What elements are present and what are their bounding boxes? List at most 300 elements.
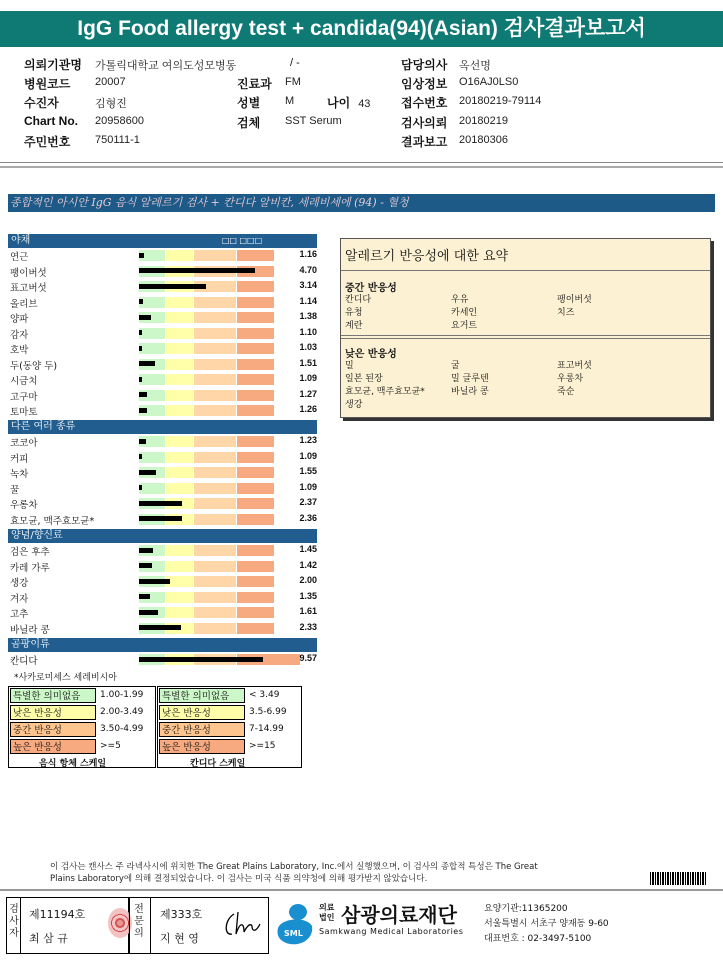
saccharomyces-note: *사카로미세스 세레비시아 bbox=[14, 673, 117, 683]
divider bbox=[341, 335, 710, 336]
scale-zones bbox=[139, 328, 275, 339]
result-value: 1.14 bbox=[299, 295, 317, 306]
food-name: 꿀 bbox=[10, 484, 20, 496]
scale-range: 2.00-3.49 bbox=[100, 707, 144, 717]
result-value: 4.70 bbox=[299, 264, 317, 275]
scale-zone bbox=[194, 436, 237, 447]
scale-range: < 3.49 bbox=[249, 690, 280, 700]
scale-zone bbox=[194, 623, 237, 634]
examiner-label: 검사자 bbox=[9, 904, 19, 939]
result-value: 1.03 bbox=[299, 342, 317, 352]
info-label: 접수번호 bbox=[401, 96, 448, 110]
info-value: FM bbox=[285, 76, 301, 88]
scale-zone bbox=[237, 483, 275, 494]
food-name: 검은 후추 bbox=[10, 547, 50, 558]
info-field bbox=[24, 114, 144, 128]
info-value: 가톨릭대학교 여의도성모병동 bbox=[95, 60, 237, 72]
info-label: 검사의뢰 bbox=[401, 116, 448, 130]
scale-zone bbox=[194, 343, 237, 354]
result-value: 1.35 bbox=[299, 590, 317, 601]
info-value: 20180219-79114 bbox=[459, 95, 542, 107]
scale-range: >=15 bbox=[249, 741, 276, 751]
result-row bbox=[8, 481, 317, 496]
info-field bbox=[401, 75, 519, 92]
lab-english-name: Samkwang Medical Laboratories bbox=[319, 927, 464, 936]
result-bar bbox=[139, 594, 150, 599]
age-label: 나이 bbox=[327, 96, 351, 110]
food-name: 올리브 bbox=[10, 298, 38, 310]
divider bbox=[0, 889, 723, 891]
divider bbox=[341, 338, 710, 339]
scale-zone bbox=[139, 374, 166, 385]
summary-item: 치즈 bbox=[557, 308, 575, 318]
scale-level-label: 높은 반응성 bbox=[10, 739, 96, 754]
scale-level-label: 중간 반응성 bbox=[10, 722, 96, 737]
food-scale-legend bbox=[8, 686, 156, 768]
scale-zones bbox=[139, 312, 275, 323]
summary-item: 우롱차 bbox=[557, 374, 584, 384]
result-bar bbox=[139, 361, 155, 366]
result-row bbox=[8, 403, 317, 418]
footnote-line: 이 검사는 캔사스 주 라넥사시에 위치한 The Great Plains Laboratory, Inc.에서 실행했으며, 이 검사의 종합적 특성은 The Great bbox=[50, 862, 538, 872]
result-row bbox=[8, 450, 317, 465]
info-field bbox=[24, 94, 127, 111]
info-field bbox=[401, 133, 508, 150]
scale-zone bbox=[166, 607, 194, 618]
info-value: 20180219 bbox=[459, 115, 508, 127]
food-name: 고구마 bbox=[10, 391, 38, 403]
scale-zone bbox=[237, 576, 275, 587]
scale-zone bbox=[237, 312, 275, 323]
result-row bbox=[8, 264, 317, 279]
info-label: Chart No. bbox=[24, 114, 78, 128]
scale-zone bbox=[194, 359, 237, 370]
food-name: 바닐라 콩 bbox=[10, 624, 50, 636]
summary-item: 카세인 bbox=[451, 308, 478, 318]
scale-zone bbox=[194, 374, 237, 385]
scale-zones bbox=[139, 250, 275, 261]
result-row bbox=[8, 496, 317, 511]
result-value: 1.38 bbox=[299, 311, 317, 321]
scale-zone bbox=[237, 359, 275, 370]
category-name: 양념/향신료 bbox=[11, 530, 63, 541]
specialist-license: 제333호 bbox=[160, 908, 203, 921]
scale-caption: 칸디다 스케일 bbox=[190, 759, 246, 769]
result-bar bbox=[139, 470, 156, 475]
scale-level-label: 특별한 의미없음 bbox=[159, 688, 245, 703]
scale-level-label: 중간 반응성 bbox=[159, 722, 245, 737]
result-bar bbox=[139, 485, 142, 490]
examiner-license: 제11194호 bbox=[29, 908, 86, 921]
scale-level-label: 낮은 반응성 bbox=[10, 705, 96, 720]
info-value: O16AJ0LS0 bbox=[459, 76, 519, 88]
scale-zone bbox=[237, 623, 275, 634]
info-value: M bbox=[285, 95, 295, 107]
food-name: 커피 bbox=[10, 453, 29, 465]
info-field bbox=[24, 133, 140, 150]
result-bar bbox=[139, 346, 142, 351]
summary-item: 일본 된장 bbox=[345, 374, 383, 384]
scale-zone bbox=[194, 297, 237, 308]
result-value: 1.51 bbox=[299, 357, 317, 368]
info-field bbox=[24, 56, 237, 73]
scale-zones bbox=[139, 374, 275, 385]
result-value: 1.45 bbox=[299, 544, 317, 554]
result-bar bbox=[139, 516, 182, 521]
scale-zone bbox=[237, 328, 275, 339]
food-name: 토마토 bbox=[10, 407, 38, 418]
age-value: 43 bbox=[358, 98, 371, 110]
summary-item: 밀 bbox=[345, 361, 354, 371]
summary-item: 바닐라 콩 bbox=[451, 387, 489, 397]
scale-range: 3.50-4.99 bbox=[100, 724, 144, 734]
scale-zone bbox=[166, 374, 194, 385]
result-row bbox=[8, 326, 317, 341]
result-row bbox=[8, 295, 317, 310]
scale-zone bbox=[237, 514, 275, 525]
scale-range: 1.00-1.99 bbox=[100, 690, 144, 700]
scale-zones bbox=[139, 545, 275, 556]
food-name: 칸디다 bbox=[10, 656, 38, 667]
scale-zone bbox=[237, 592, 275, 603]
info-label: 진료과 bbox=[237, 77, 272, 91]
food-name: 녹차 bbox=[10, 469, 29, 480]
result-row bbox=[8, 372, 317, 387]
result-row bbox=[8, 590, 317, 605]
scale-zones bbox=[139, 436, 275, 447]
result-value: 1.42 bbox=[299, 559, 317, 570]
summary-item: 굴 bbox=[451, 361, 460, 371]
footnote bbox=[50, 861, 538, 885]
info-field bbox=[24, 75, 126, 92]
scale-zone bbox=[237, 561, 275, 572]
result-value: 1.16 bbox=[299, 249, 317, 259]
summary-item: 요거트 bbox=[451, 321, 478, 331]
lab-name: 삼광의료재단 bbox=[341, 903, 457, 927]
summary-title: 알레르기 반응성에 대한 요약 bbox=[345, 249, 509, 264]
summary-item: 표고버섯 bbox=[557, 361, 592, 371]
result-value: 3.14 bbox=[299, 280, 317, 290]
food-name: 생강 bbox=[10, 578, 29, 589]
scale-zone bbox=[237, 467, 275, 478]
scale-zones bbox=[139, 467, 275, 478]
category-header bbox=[8, 529, 317, 543]
info-value: 20180306 bbox=[459, 134, 508, 146]
result-value: 1.10 bbox=[299, 326, 317, 337]
summary-item: 밀 글루텐 bbox=[451, 374, 489, 384]
info-field bbox=[401, 56, 491, 73]
summary-item: 효모균, 맥주효모균* bbox=[345, 387, 425, 397]
scale-zone bbox=[166, 359, 194, 370]
report-title: IgG Food allergy test + candida(94)(Asian) 검사결과보고서 bbox=[0, 11, 723, 47]
scale-zone bbox=[166, 561, 194, 572]
scale-zones bbox=[139, 452, 275, 463]
result-value: 1.23 bbox=[299, 435, 317, 445]
result-row bbox=[8, 559, 317, 574]
scale-zone bbox=[194, 328, 237, 339]
info-field bbox=[401, 94, 542, 111]
summary-item: 죽순 bbox=[557, 387, 575, 397]
result-bar bbox=[139, 454, 142, 459]
result-bar bbox=[139, 439, 146, 444]
scale-zone bbox=[139, 483, 166, 494]
scale-zone bbox=[166, 592, 194, 603]
scale-zone bbox=[237, 405, 275, 416]
info-label: 임상정보 bbox=[401, 77, 448, 91]
food-name: 우롱차 bbox=[10, 500, 38, 511]
category-name: 다른 여러 종류 bbox=[11, 421, 76, 432]
scale-zone bbox=[194, 390, 237, 401]
summary-box bbox=[340, 238, 711, 418]
result-value: 1.26 bbox=[299, 404, 317, 414]
ward-value: / - bbox=[290, 57, 300, 69]
scale-zone bbox=[194, 592, 237, 603]
scale-zone bbox=[237, 343, 275, 354]
result-value: 9.57 bbox=[299, 653, 317, 663]
summary-item: 칸디다 bbox=[345, 295, 372, 305]
scale-zone bbox=[237, 390, 275, 401]
scale-zone bbox=[237, 452, 275, 463]
divider bbox=[0, 166, 723, 168]
food-name: 연근 bbox=[10, 252, 29, 263]
info-value: 20958600 bbox=[95, 115, 144, 127]
examiner-name: 최 삼 규 bbox=[29, 932, 68, 945]
scale-zones bbox=[139, 297, 275, 308]
divider bbox=[0, 162, 723, 163]
scale-range: >=5 bbox=[100, 741, 121, 751]
divider bbox=[150, 897, 151, 954]
footnote-line: Plains Laboratory에 의해 결정되었습니다. 이 검사는 미국 식품 의약청에 의해 평가받지 않았습니다. bbox=[50, 874, 428, 884]
scale-zones bbox=[139, 592, 275, 603]
info-label: 결과보고 bbox=[401, 135, 448, 149]
scale-zone bbox=[139, 343, 166, 354]
result-value: 1.61 bbox=[299, 606, 317, 616]
scale-zone bbox=[166, 545, 194, 556]
scale-zone bbox=[237, 281, 275, 292]
lab-logo-text: SML bbox=[284, 929, 303, 938]
scale-zone bbox=[194, 498, 237, 509]
lab-logo-icon bbox=[274, 902, 314, 946]
summary-item: 생강 bbox=[345, 400, 363, 410]
scale-range: 3.5-6.99 bbox=[249, 707, 287, 717]
result-row bbox=[8, 279, 317, 294]
scale-zone bbox=[237, 297, 275, 308]
scale-zone bbox=[166, 312, 194, 323]
food-name: 표고버섯 bbox=[10, 283, 47, 294]
result-bar bbox=[139, 657, 263, 662]
scale-zones bbox=[139, 359, 275, 370]
scale-zone bbox=[166, 405, 194, 416]
scale-zone bbox=[194, 483, 237, 494]
summary-item: 유청 bbox=[345, 308, 363, 318]
scale-zone bbox=[237, 607, 275, 618]
result-row bbox=[8, 465, 317, 480]
scale-zone bbox=[237, 250, 275, 261]
scale-caption: 음식 항체 스케일 bbox=[39, 759, 107, 769]
info-label: 병원코드 bbox=[24, 77, 71, 91]
food-name: 시금치 bbox=[10, 376, 38, 387]
result-value: 2.33 bbox=[299, 621, 317, 632]
lab-type-line: 법인 bbox=[319, 913, 335, 922]
result-bar bbox=[139, 501, 182, 506]
result-value: 2.36 bbox=[299, 512, 317, 523]
result-bar bbox=[139, 392, 147, 397]
result-bar bbox=[139, 579, 170, 584]
summary-item: 계란 bbox=[345, 321, 363, 331]
food-name: 고추 bbox=[10, 609, 29, 620]
result-value: 1.27 bbox=[299, 388, 317, 399]
scale-zone bbox=[237, 545, 275, 556]
food-name: 두(동양 두) bbox=[10, 360, 58, 372]
scale-zone bbox=[166, 390, 194, 401]
result-bar bbox=[139, 268, 255, 273]
info-label: 담당의사 bbox=[401, 58, 448, 72]
info-label: 주민번호 bbox=[24, 135, 71, 149]
scale-zone bbox=[166, 436, 194, 447]
scale-zone bbox=[194, 467, 237, 478]
scale-zones bbox=[139, 483, 275, 494]
result-bar bbox=[139, 548, 153, 553]
scale-level-label: 특별한 의미없음 bbox=[10, 688, 96, 703]
scale-zone bbox=[166, 328, 194, 339]
info-field bbox=[401, 114, 508, 131]
lab-type bbox=[319, 903, 334, 923]
divider bbox=[20, 897, 21, 954]
scale-zone bbox=[194, 576, 237, 587]
scale-zones bbox=[139, 561, 275, 572]
result-bar bbox=[139, 610, 158, 615]
scale-zones bbox=[139, 607, 275, 618]
specialist-label: 전문의 bbox=[134, 904, 144, 939]
info-field bbox=[237, 114, 342, 131]
result-row bbox=[8, 388, 317, 403]
scale-zone bbox=[166, 250, 194, 261]
section-title: 종합적인 아시안 IgG 음식 알레르기 검사 + 칸디다 알비칸, 세레비세에 (94) - 혈청 bbox=[8, 194, 715, 212]
info-field bbox=[327, 94, 370, 111]
result-bar bbox=[139, 253, 144, 258]
info-value: 김형진 bbox=[95, 98, 127, 110]
result-row bbox=[8, 512, 317, 527]
divider bbox=[341, 270, 710, 271]
scale-zone bbox=[166, 343, 194, 354]
food-name: 겨자 bbox=[10, 593, 29, 605]
summary-item: 팽이버섯 bbox=[557, 295, 592, 305]
scale-zone bbox=[194, 312, 237, 323]
info-label: 수진자 bbox=[24, 96, 59, 110]
scale-zone bbox=[139, 328, 166, 339]
specialist-name: 지 현 영 bbox=[160, 932, 199, 945]
scale-zone bbox=[194, 545, 237, 556]
info-value: SST Serum bbox=[285, 115, 342, 127]
info-field bbox=[237, 75, 301, 92]
scale-level-label: 높은 반응성 bbox=[159, 739, 245, 754]
food-name: 감자 bbox=[10, 329, 29, 341]
scale-level-label: 낮은 반응성 bbox=[159, 705, 245, 720]
scale-zone bbox=[194, 514, 237, 525]
scale-zone bbox=[194, 607, 237, 618]
result-value: 1.09 bbox=[299, 373, 317, 383]
scale-zone bbox=[194, 405, 237, 416]
result-row bbox=[8, 434, 317, 449]
scale-header: □□ □□□ bbox=[221, 236, 263, 245]
signature-mark bbox=[222, 908, 262, 938]
scale-zones bbox=[139, 405, 275, 416]
category-name: 곰팡이류 bbox=[11, 639, 50, 650]
result-row bbox=[8, 605, 317, 620]
lab-phone: 대표번호 : 02-3497-5100 bbox=[484, 934, 592, 944]
result-bar bbox=[139, 315, 151, 320]
result-row bbox=[8, 310, 317, 325]
info-value: 옥선명 bbox=[459, 60, 491, 72]
food-name: 효모균, 맥주효모균* bbox=[10, 515, 95, 527]
food-name: 호박 bbox=[10, 345, 29, 356]
summary-item: 우유 bbox=[451, 295, 469, 305]
mid-reactivity-label: 중간 반응성 bbox=[345, 283, 397, 294]
scale-zone bbox=[166, 297, 194, 308]
scale-zone bbox=[194, 452, 237, 463]
scale-zone bbox=[194, 250, 237, 261]
scale-range: 7-14.99 bbox=[249, 724, 284, 734]
food-name: 코코아 bbox=[10, 438, 38, 449]
lab-address: 서울특별시 서초구 양재동 9-60 bbox=[484, 919, 609, 929]
result-value: 1.55 bbox=[299, 466, 317, 476]
info-label: 성별 bbox=[237, 96, 261, 110]
candida-scale-legend bbox=[157, 686, 302, 768]
result-row bbox=[8, 543, 317, 558]
result-row bbox=[8, 621, 317, 636]
scale-zone bbox=[166, 467, 194, 478]
category-header bbox=[8, 638, 317, 652]
food-name: 팽이버섯 bbox=[10, 267, 47, 279]
result-value: 1.09 bbox=[299, 450, 317, 461]
result-value: 2.37 bbox=[299, 497, 317, 507]
result-bar bbox=[139, 625, 181, 630]
barcode bbox=[650, 872, 706, 885]
result-bar bbox=[139, 408, 147, 413]
result-row bbox=[8, 248, 317, 263]
result-bar bbox=[139, 563, 152, 568]
info-label: 검체 bbox=[237, 116, 261, 130]
result-bar bbox=[139, 299, 143, 304]
result-value: 2.00 bbox=[299, 575, 317, 585]
info-label: 의뢰기관명 bbox=[24, 58, 82, 72]
scale-zone bbox=[237, 436, 275, 447]
lab-code: 요양기관:11365200 bbox=[484, 904, 568, 914]
scale-zone bbox=[166, 483, 194, 494]
category-header bbox=[8, 420, 317, 434]
result-row bbox=[8, 652, 317, 667]
scale-zone bbox=[237, 374, 275, 385]
result-bar bbox=[139, 377, 142, 382]
scale-zones bbox=[139, 390, 275, 401]
scale-zone bbox=[166, 452, 194, 463]
result-row bbox=[8, 357, 317, 372]
food-name: 양파 bbox=[10, 314, 29, 325]
info-field bbox=[237, 94, 295, 111]
category-header bbox=[8, 234, 317, 248]
info-value: 20007 bbox=[95, 76, 126, 88]
scale-zone bbox=[139, 452, 166, 463]
result-bar bbox=[139, 330, 142, 335]
info-value: 750111-1 bbox=[95, 134, 140, 146]
scale-zone bbox=[237, 498, 275, 509]
result-row bbox=[8, 341, 317, 356]
result-bar bbox=[139, 284, 206, 289]
low-reactivity-label: 낮은 반응성 bbox=[345, 349, 397, 360]
result-row bbox=[8, 574, 317, 589]
food-name: 카레 가루 bbox=[10, 562, 50, 574]
lab-type-line: 의료 bbox=[319, 903, 335, 912]
